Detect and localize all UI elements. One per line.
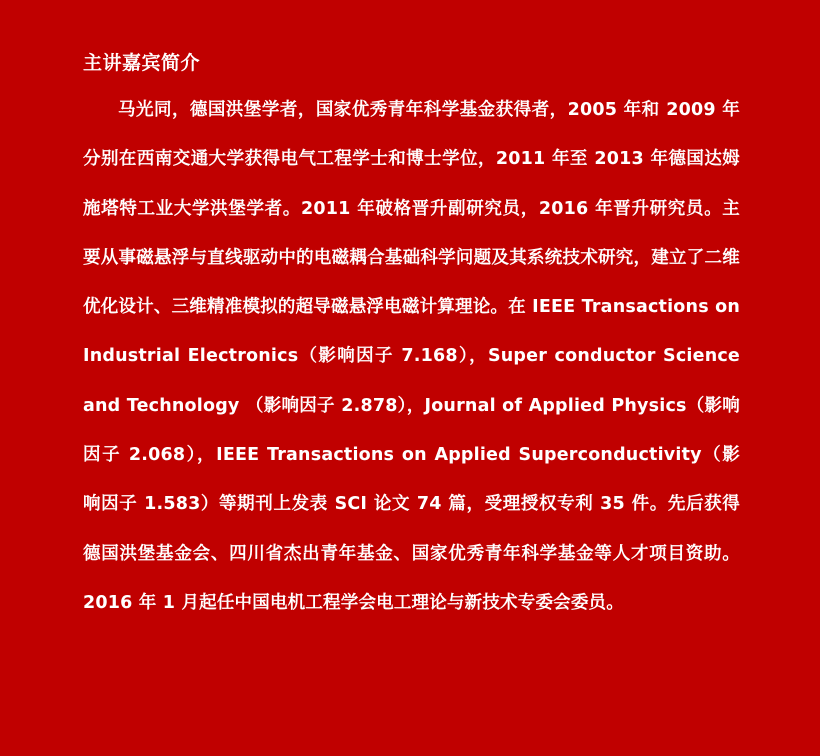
speaker-bio-paragraph: 马光同，德国洪堡学者，国家优秀青年科学基金获得者，2005 年和 2009 年分别在西南交通大学获得电气工程学士和博士学位，2011 年至 2013 年德国达姆施塔特工业大学洪堡学者。2011 年破格晋升副研究员，2016 年晋升研究员。主要从事磁悬浮与直线驱动中的电磁耦合基础科学问题及其系统技术研究，建立了二维优化设计、三维精准模拟的超导磁悬浮电磁计算理论。在 IEEE Transactions on Industrial Electronics（影响因子 7.168），Super conductor Science and Technology （影响因子 2.878），Journal of Applied Physics（影响因子 2.068），IEEE Transactions on Applied Superconductivity（影响因子 1.583）等期刊上发表 SCI 论文 74 篇，受理授权专利 35 件。先后获得德国洪堡基金会、四川省杰出青年基金、国家优秀青年科学基金等人才项目资助。2016 年 1 月起任中国电机工程学会电工理论与新技术专委会委员。 (83, 100, 740, 613)
section-heading: 主讲嘉宾简介 (83, 52, 201, 74)
